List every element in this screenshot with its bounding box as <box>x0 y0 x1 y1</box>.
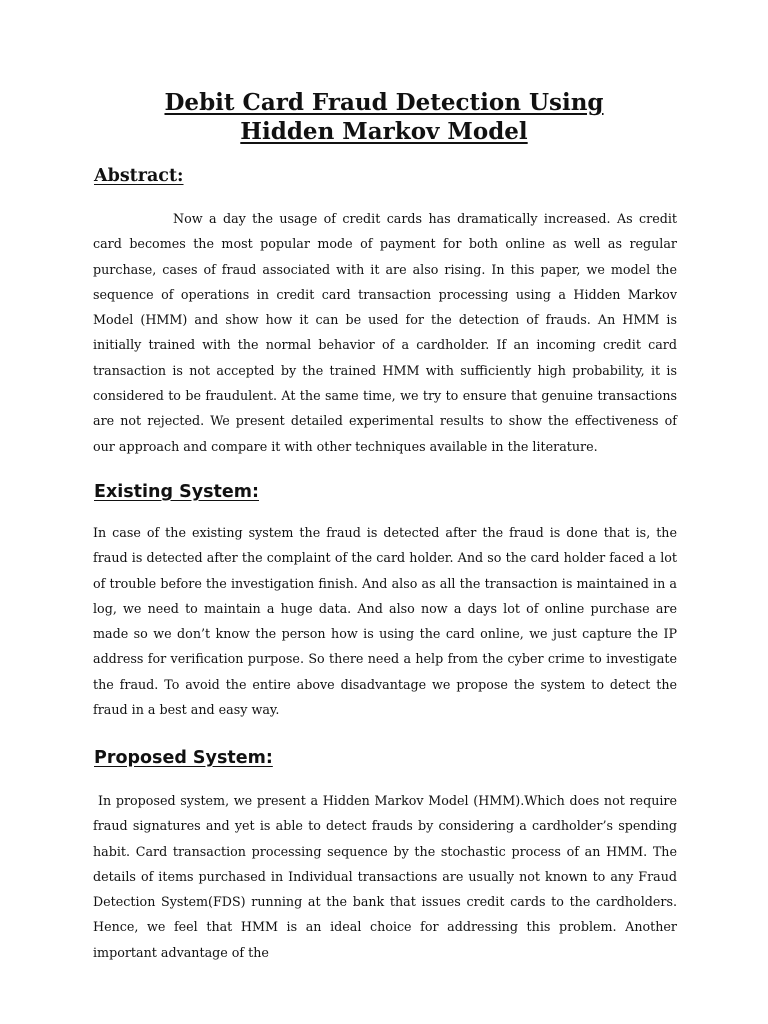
title-line-2: Hidden Markov Model <box>240 118 528 145</box>
document-title <box>0 88 768 146</box>
existing-system-heading: Existing System: <box>94 482 259 502</box>
proposed-system-heading: Proposed System: <box>94 748 273 768</box>
existing-system-paragraph: In case of the existing system the fraud is detected after the fraud is done that is, the fraud is detected after the complaint of the card holder. And so the card holder faced a lot of trouble before the investigation finish. And also as all the transaction is maintained in a log, we need to maintain a huge data. And also now a days lot of online purchase are made so we don’t know the person how is using the card online, we just capture the IP address for verification purpose. So there need a help from the cyber crime to investigate the fraud. To avoid the entire above disadvantage we propose the system to detect the fraud in a best and easy way. <box>93 525 677 718</box>
proposed-system-paragraph: In proposed system, we present a Hidden Markov Model (HMM).Which does not require fraud signatures and yet is able to detect frauds by considering a cardholder’s spending habit. Card transaction processing sequence by the stochastic process of an HMM. The details of items purchased in Individual transactions are usually not known to any Fraud Detection System(FDS) running at the bank that issues credit cards to the cardholders. Hence, we feel that HMM is an ideal choice for addressing this problem. Another important advantage of the <box>93 793 677 960</box>
title-line-1: Debit Card Fraud Detection Using <box>164 89 604 116</box>
abstract-heading: Abstract: <box>94 166 184 186</box>
abstract-paragraph: Now a day the usage of credit cards has dramatically increased. As credit card becomes the most popular mode of payment for both online as well as regular purchase, cases of fraud associated with it are also rising. In this paper, we model the sequence of operations in credit card transaction processing using a Hidden Markov Model (HMM) and show how it can be used for the detection of frauds. An HMM is initially trained with the normal behavior of a cardholder. If an incoming credit card transaction is not accepted by the trained HMM with sufficiently high probability, it is considered to be fraudulent. At the same time, we try to ensure that genuine transactions are not rejected. We present detailed experimental results to show the effectiveness of our approach and compare it with other techniques available in the literature. <box>93 211 677 454</box>
